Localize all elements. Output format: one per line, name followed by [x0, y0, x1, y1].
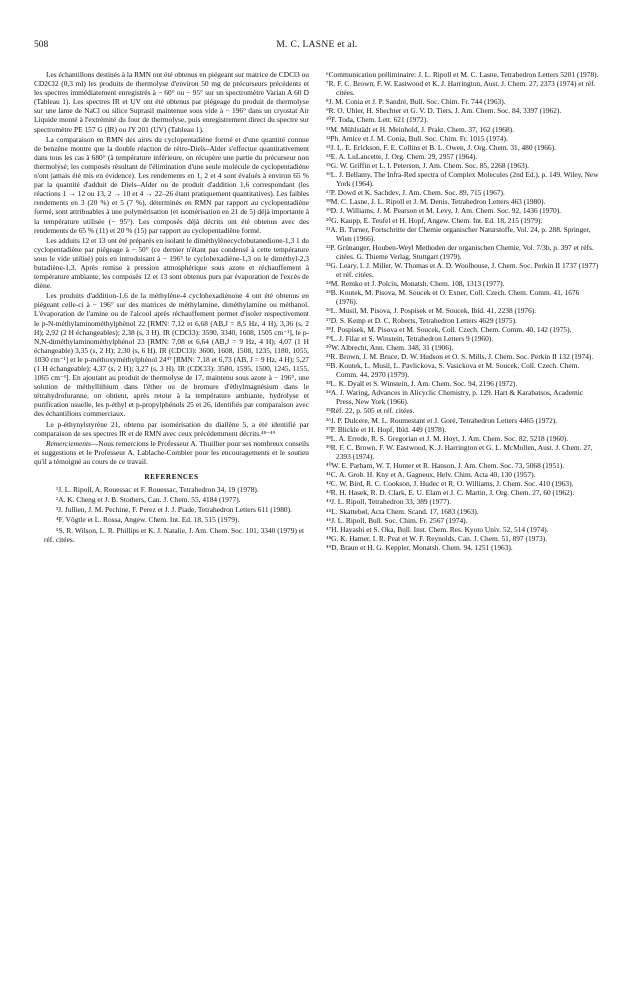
body-paragraph: La comparaison en RMN des aires du cyclopentadiène formé et d'une quantité connue de benzène montre que la double réaction de rétro-Diels–Alder s'effectue quantitativement dans tous les cas à 680° (à température inférieure, on récupère une partie du précurseur non thermolysé; les composés résultant de l'élimination d'une seule molécule de cyclopentadiène n'ont jamais été mis en évidence). Les rendements en 1, 2 et 4 sont évalués à environ 65 % par la quantité d'adduit de Diels–Alder ou de produit d'addition 1,6 correspondant (les réactions 1 → 12 ou 13, 2 → 10 et 4 → 22–26 étant pratiquement quantitatives). Les faibles rendements en 3 (20 %) et 5 (7 %), déterminés en RMN par rapport au cyclopentadiène formé, sont attribuables à une polymérisation (et isomérisation en 21 de 5) déjà importante à la température utilisée (− 95°). Les composés déjà décrits ont été obtenus avec des rendements de 65 % (11) et 20 % (15) par rapport au cyclopentadiène formé. — [34, 134, 309, 235]
reference-item: ¹⁵G. W. Griffin et L. I. Peterson, J. Am. Chem. Soc. 85, 2268 (1963). — [326, 160, 529, 170]
reference-item: ²⁶L. Musil, M. Pisova, J. Pospisek et M. Soucek, Ibid. 41, 2238 (1976). — [326, 306, 537, 316]
references-list-left — [34, 485, 309, 544]
reference-item: ²⁰G. Kaupp, E. Teufel et H. Hopf, Angew. Chem. Int. Ed. 18, 215 (1979). — [326, 215, 543, 225]
reference-item: ²A. K. Cheng et J. B. Stothers, Can. J. Chem. 55, 4184 (1977). — [56, 495, 241, 505]
reference-item: ¹¹M. Mühlstädt et H. Meinhold, J. Prakt. Chem. 37, 162 (1968). — [326, 124, 514, 134]
reference-item: ²⁹L. J. Filar et S. Winstein, Tetrahedron Letters 9 (1960). — [326, 333, 494, 343]
reference-item: ²⁷D. S. Kemp et D. C. Roberts, Tetrahedron Letters 4629 (1975). — [326, 315, 517, 325]
body-paragraph: Le p-éthynylstyrène 21, obtenu par isomérisation du diallène 5, a été identifié par comparaison de ses spectres IR et de RMN avec ceux précédemment décrits.⁴⁸⁻⁴⁹ — [34, 419, 309, 438]
reference-item: ³¹R. Brown, J. M. Bruce, D. W. Hudson et O. S. Mills, J. Chem. Soc. Perkin II 132 (1974). — [326, 351, 594, 361]
references-list-right — [326, 70, 602, 552]
reference-item: ²¹A. B. Turner, Fortschritte der Chemie organischer Naturstoffe, Vol. 24, p. 288. Springer, Wien (1966). — [326, 224, 591, 243]
reference-item: ³⁸L. A. Errede, R. S. Gregorian et J. M. Hoyt, J. Am. Chem. Soc. 82, 5218 (1960). — [326, 433, 569, 443]
body-paragraph: Les adduits 12 et 13 ont été préparés en isolant le diméthylènecyclobutanedione-1,3 1 du cyclopentadiène par piégeage à − 50° (ce dernier n'étant pas condensé à cette température sous le vide utilisé) puis en introduisant à − 196° le cyclohexadiène-1,3 ou le diméthyl-2,3 butadiène-1,3. Après remise à pression atmosphérique sous azote et réchauffement à température ambiante, les composés 12 et 13 sont obtenus purs par évaporation de l'excès de diène. — [34, 235, 309, 291]
body-paragraph: Les produits d'addition-1,6 de la méthylène-4 cyclohexadiénone 4 ont été obtenus en piégeant celle-ci à − 196° sur des matrices de méthylamine, diméthylamine ou méthanol. L'évaporation de l'amine ou de l'alcool après réchauffement permet d'isoler respectivement le p-N-méthylaminométhylphénol 22 [RMN: 7,12 et 6,68 (AB,J = 8,5 Hz, 4 H), 3,36 (s, 2 H); 2,92 (2 H échangeables); 2,38 (s, 3 H). IR (CDCl3): 3590, 3340, 1608, 1505 cm⁻¹], le p-N,N-diméthylaminométhylphénol 23 [RMN: 7,08 et 6,64 (AB,J = 9 Hz, 4 H); 4,07 (1 H échangeable) 3,35 (s, 2 H); 2,30 (s, 6 H). IR (CDCl3): 3600, 1608, 1508, 1235, 1180, 1055, 1030 cm⁻¹] et le p-méthoxyméthylphénol 24⁴⁷ [RMN: 7,18 et 6,73 (AB, J = 9 Hz, 4 H); 5,27 (1 H échangeable); 4,37 (s, 2 H); 3,27 (s, 3 H). IR (CDCl3): 3580, 1595, 1500, 1245, 1155, 1065 cm⁻¹]. En ajoutant au produit de thermolyse de 17, maintenu sous azote à − 196°, une solution de méthyllithium dans l'éther ou de bromure d'éthylmagnésium dans le tétrahydrofuranne, on obtient, après retour à la température ambiante, hydrolyse et purification usuelle, les p-éthyl et p-propylphénols 25 et 26, identifiés par comparaison avec des échantillons commerciaux. — [34, 291, 309, 419]
reference-item: ⁴⁷H. Hayashi et S. Oka, Bull. Inst. Chem. Res. Kyoto Univ. 52, 514 (1974). — [326, 524, 549, 534]
reference-item: ⁴⁶J. L. Ripoll, Bull. Soc. Chim. Fr. 2567 (1974). — [326, 515, 468, 525]
body-paragraph: Les échantillons destinés à la RMN ont été obtenus en piégeant sur matrice de CDCl3 ou CD2Cl2 (0,3 ml) les produits de thermolyse d'environ 50 mg de précurseurs précédents et les spectres immédiatement enregistrés à − 60° ou − 95° sur un spectromètre Varian A 60 D (Tableau 1). Les spectres IR et UV ont été obtenus par piégeage du produit de thermolyse sur une lame de NaCl ou silice Suprasil maintenue sous vide à − 196° dans un cryostat Air Liquide monté à l'extrémité du four de thermolyse, puis enregistrement direct du spectre sur spectromètre PE 157 G (IR) ou JY 201 (UV) (Tableau 1). — [34, 70, 309, 134]
reference-item: ³⁴A. J. Waring, Advances in Alicyclic Chemistry, p. 129. Hart & Karabatsos, Academic Press, New York (1966). — [326, 388, 584, 407]
reference-item: ⁴²C. W. Bird, R. C. Cookson, J. Hudec et R. O. Williams, J. Chem. Soc. 410 (1963). — [326, 479, 574, 489]
references-heading: REFERENCES — [144, 473, 199, 482]
acknowledgements-label: Remerciements — [46, 438, 91, 448]
reference-item: ⁴³R. H. Hasek, R. D. Clark, E. U. Elam et J. C. Martin, J. Org. Chem. 27, 60 (1962). — [326, 488, 575, 498]
reference-item: ⁴F. Vögtle et L. Rossa, Angew. Chem. Int. Ed. 18, 515 (1979). — [56, 515, 240, 525]
reference-item: ⁴⁸G. K. Hamer, I. R. Peat et W. F. Reynolds, Can. J. Chem. 51, 897 (1973). — [326, 533, 548, 543]
acknowledgements-text: —Nous remercions le Professeur A. Thuillier pour ses nombreux conseils et suggestions et le Professeur A. Lablache-Combier pour les encouragements et le soutien qu'il a témoigné au cours de ce travail. — [34, 438, 309, 466]
reference-item: ²⁴M. Remko et J. Polcin, Monatsh. Chem. 108, 1313 (1977). — [326, 279, 505, 289]
reference-item: ⁴⁹D. Braun et H. G. Keppler, Monatsh. Chem. 94, 1251 (1963). — [326, 542, 513, 552]
reference-item: ⁴⁰W. E. Parham, W. T. Hunter et R. Hanson, J. Am. Chem. Soc. 73, 5068 (1951). — [326, 461, 565, 471]
reference-item: ¹J. L. Ripoll, A. Rouessac et F. Rouessac, Tetrahedron 34, 19 (1978). — [56, 485, 259, 495]
reference-item: ¹⁷P. Dowd et K. Sachdev, J. Am. Chem. Soc. 89, 715 (1967). — [326, 188, 505, 198]
reference-item: ²²P. Grünanger, Houben-Weyl Methoden der organischen Chemie, Vol. 7/3b, p. 397 et réfs. citées. G. Thieme Verlag, Stuttgart (1979). — [326, 242, 594, 261]
reference-item: ¹⁴E. A. LuLancette, J. Org. Chem. 29, 2957 (1964). — [326, 151, 478, 161]
reference-item: ²⁵B. Koutek, M. Pisova, M. Soucek et O. Exner, Coll. Czech. Chem. Comm. 41, 1676 (1976). — [326, 288, 580, 307]
reference-item: ¹⁸M. C. Lasne, J. L. Ripoll et J. M. Denis, Tetrahedron Letters 463 (1980). — [326, 197, 546, 207]
reference-item: ³⁰W. Albrecht, Ann. Chem. 348, 31 (1906). — [326, 342, 454, 352]
reference-item: ³²B. Koutek, L. Musil, L. Pavlickova, S. Vasickova et M. Soucek, Coll. Czech. Chem. Comm. 44, 2970 (1979). — [326, 361, 580, 380]
reference-item: ²⁸J. Pospisek, M. Pisova et M. Soucek, Coll. Czech. Chem. Comm. 40, 142 (1975). — [326, 324, 572, 334]
reference-item: ³⁹R. F. C. Brown, F. W. Eastwood, K. J. Harrington et G. L. McMullen, Aust. J. Chem. 27, 2393 (1974). — [326, 442, 593, 461]
reference-item: ⁵S. R. Wilson, L. R. Phillips et K. J. Natalie, J. Am. Chem. Soc. 101, 3340 (1979) et réf. citées. — [44, 525, 305, 544]
page-number: 508 — [34, 40, 49, 50]
reference-item: ²³G. Leary, I. J. Miller, W. Thomas et A. D. Woolhouse, J. Chem. Soc. Perkin II 1737 (1977) et réf. citées. — [326, 260, 599, 280]
acknowledgements-paragraph — [34, 439, 309, 466]
reference-item: ¹⁰F. Toda, Chem. Lett. 621 (1972). — [326, 115, 429, 125]
reference-item: ⁸J. M. Conia et J. P. Sandré, Bull. Soc. Chim. Fr. 744 (1963). — [326, 97, 506, 107]
running-head: M. C. LASNE et al. — [276, 40, 358, 50]
reference-item: ¹³J. L. E. Erickson, F. E. Collins et B. L. Owen, J. Org. Chem. 31, 480 (1966). — [326, 142, 556, 152]
reference-item: ¹⁶L. J. Bellamy, The Infra-Red spectra of Complex Molecules (2nd Ed.), p. 149. Wiley, New York (1964). — [326, 170, 599, 189]
right-column — [326, 70, 602, 552]
left-column — [34, 70, 309, 544]
reference-item: ⁷R. F. C. Brown, F. W. Eastwood et K. J. Harrington, Aust. J. Chem. 27, 2373 (1974) et réf. citées. — [326, 79, 596, 98]
reference-item: ⁴¹C. A. Grob. H. Kny et A. Gagneux, Helv. Chim. Acta 40, 130 (1957). — [326, 470, 536, 480]
reference-item: ³³L. K. Dyall et S. Winstein, J. Am. Chem. Soc. 94, 2196 (1972). — [326, 379, 518, 389]
reference-item: ⁶Communication préliminaire: J. L. Ripoll et M. C. Lasne, Tetrahedron Letters 5201 (1978). — [326, 70, 599, 79]
reference-item: ⁴⁵L. Skattebøl, Acta Chem. Scand. 17, 1683 (1963). — [326, 506, 479, 516]
reference-item: ³J. Jullien, J. M. Pechine, F. Perez et J. J. Piade, Tetrahedron Letters 611 (1980). — [56, 505, 292, 515]
reference-item: ¹⁹D. J. Williams, J. M. Pearson et M. Levy, J. Am. Chem. Soc. 92, 1436 (1970). — [326, 206, 562, 216]
reference-item: ¹²Ph. Amice et J. M. Conia, Bull. Soc. Chim. Fr. 1015 (1974). — [326, 133, 508, 143]
reference-item: ⁴⁴J. L. Ripoll, Tetrahedron 33, 389 (1977). — [326, 497, 451, 507]
reference-item: ³⁵Réf. 22, p. 505 et réf. citées. — [326, 406, 415, 416]
reference-item: ⁹R. O. Uhler, H. Shechter et G. V. D. Tiers, J. Am. Chem. Soc. 84, 3397 (1962). — [326, 106, 562, 116]
page-header — [34, 40, 600, 54]
reference-item: ³⁷P. Blickle et H. Hopf, Ibid. 449 (1978). — [326, 424, 447, 434]
reference-item: ³⁶J. P. Dulcere, M. L. Roumestant et J. Goré, Tetrahedron Letters 4465 (1972). — [326, 415, 558, 425]
